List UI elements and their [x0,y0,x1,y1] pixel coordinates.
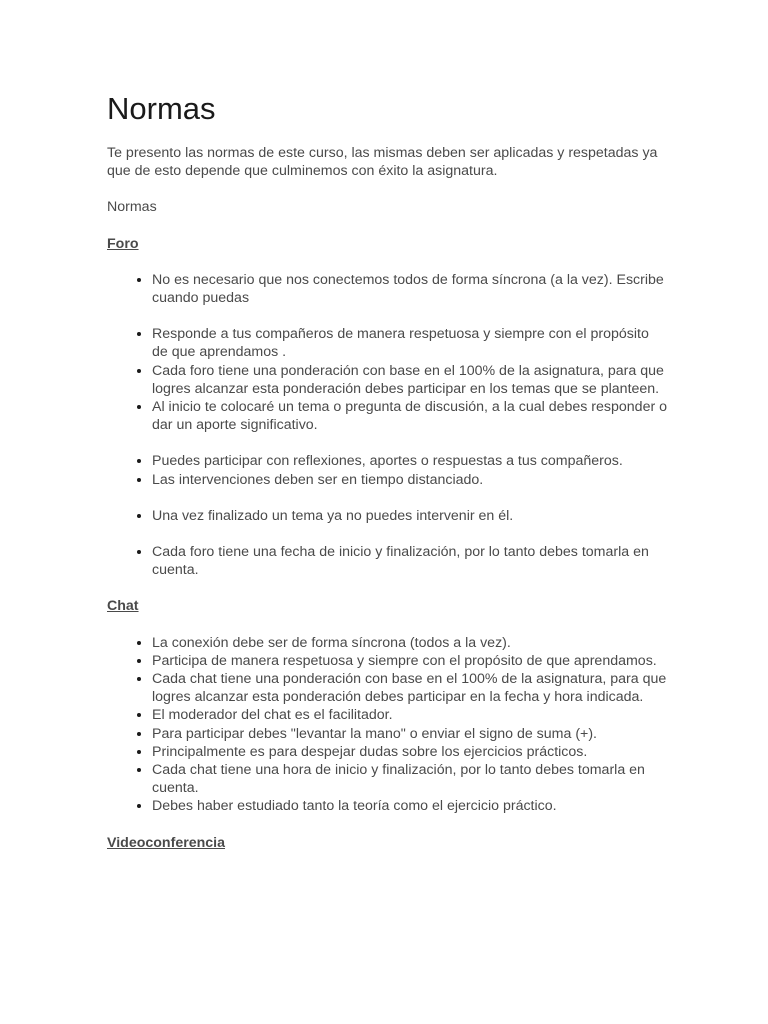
chat-rule: • El moderador del chat es el facilitador. [152,706,667,724]
foro-list-group [107,325,667,434]
foro-rule: • Cada foro tiene una fecha de inicio y finalización, por lo tanto debes tomarla en cuenta. [152,543,667,579]
foro-rule: • Puedes participar con reflexiones, aportes o respuestas a tus compañeros. [152,452,667,470]
foro-rule: • Una vez finalizado un tema ya no puedes intervenir en él. [152,507,667,525]
chat-rule: • Participa de manera respetuosa y siempre con el propósito de que aprendamos. [152,652,667,670]
foro-list-group [107,543,667,579]
foro-rule: • No es necesario que nos conectemos todos de forma síncrona (a la vez). Escribe cuando puedas [152,271,667,307]
chat-rule: • Debes haber estudiado tanto la teoría como el ejercicio práctico. [152,797,667,815]
page-title: Normas [107,91,216,126]
foro-list-group [107,271,667,307]
section-heading-chat: Chat [107,598,139,615]
subtitle: Normas [107,199,157,216]
foro-rule: • Al inicio te colocaré un tema o pregunta de discusión, a la cual debes responder o dar un aporte significativo. [152,398,667,434]
section-heading-foro: Foro [107,235,139,252]
foro-rule: • Las intervenciones deben ser en tiempo distanciado. [152,471,667,489]
foro-rule: • Responde a tus compañeros de manera respetuosa y siempre con el propósito de que aprendamos . [152,325,667,361]
chat-list-group [107,634,667,816]
chat-rule: • Cada chat tiene una ponderación con base en el 100% de la asignatura, para que logres alcanzar esta ponderación debes participar en la fecha y hora indicada. [152,670,667,706]
foro-list-group [107,507,667,525]
section-heading-videoconferencia: Videoconferencia [107,834,226,851]
chat-rule: • La conexión debe ser de forma síncrona (todos a la vez). [152,634,667,652]
intro-paragraph: Te presento las normas de este curso, las mismas deben ser aplicadas y respetadas ya que de esto depende que culminemos con éxito la asignatura. [107,145,658,180]
foro-list-group [107,452,667,488]
chat-rule: • Para participar debes "levantar la mano" o enviar el signo de suma (+). [152,725,667,743]
foro-rule: • Cada foro tiene una ponderación con base en el 100% de la asignatura, para que logres alcanzar esta ponderación debes participar en los temas que se planteen. [152,362,667,398]
chat-rule: • Cada chat tiene una hora de inicio y finalización, por lo tanto debes tomarla en cuenta. [152,761,667,797]
chat-rule: • Principalmente es para despejar dudas sobre los ejercicios prácticos. [152,743,667,761]
document-page [107,90,667,870]
